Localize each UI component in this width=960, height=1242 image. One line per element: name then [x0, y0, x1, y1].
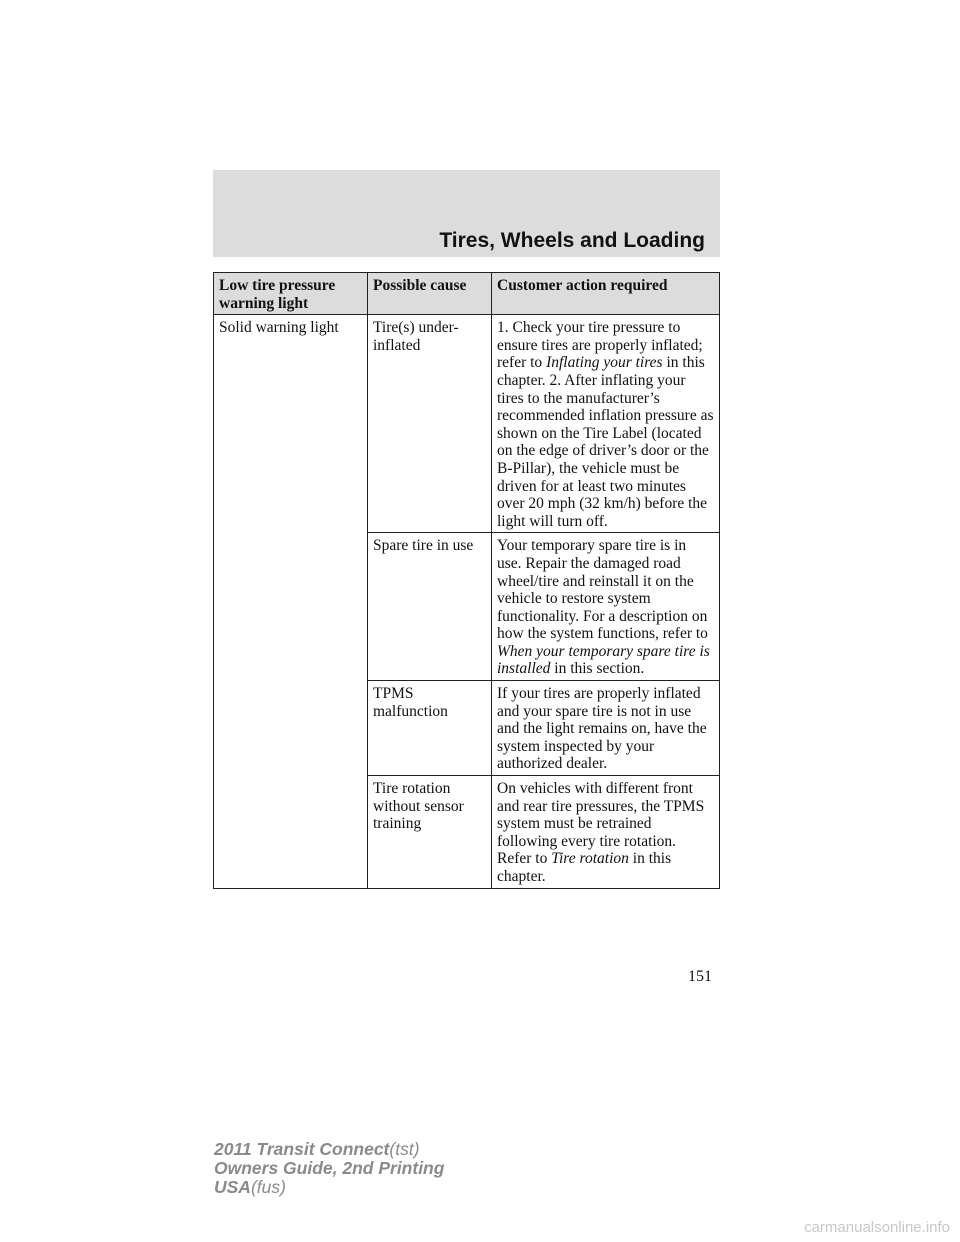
cause-cell: Tire(s) under-inflated	[368, 315, 492, 533]
footer-market: USA	[214, 1177, 251, 1197]
footer-model-code: (tst)	[389, 1139, 420, 1159]
action-cell	[492, 776, 720, 889]
tpms-warning-table	[213, 272, 720, 889]
footer-market-code: (fus)	[250, 1177, 286, 1197]
action-text: 1. Check your tire pressure to ensure tires are properly inflated; refer to	[497, 319, 703, 372]
watermark: carmanualsonline.info	[804, 1219, 950, 1236]
column-header-customer-action: Customer action required	[492, 273, 720, 315]
action-text: in this chapter.	[497, 354, 705, 389]
cross-reference-temporary-spare-tire: When your temporary spare tire is installed	[497, 642, 710, 678]
cross-reference-tire-rotation: Tire rotation	[551, 850, 629, 868]
action-text: 2. After inflating your tires to the manufacturer’s recommended inflation pressure as shown on the Tire Label (located on the edge of driver’s door or the B-Pillar), the vehicle must be driven for at least two minutes over 20 mph (32 km/h) before the light will turn off.	[497, 371, 714, 530]
cause-cell: Tire rotation without sensor training	[368, 776, 492, 889]
page-number: 151	[688, 968, 712, 985]
column-header-warning-light: Low tire pressure warning light	[214, 273, 368, 315]
action-cell: If your tires are properly inflated and your spare tire is not in use and the light remains on, have the system inspected by your authorized dealer.	[492, 681, 720, 776]
cause-cell: TPMS malfunction	[368, 681, 492, 776]
column-header-possible-cause: Possible cause	[368, 273, 492, 315]
action-cell	[492, 533, 720, 681]
cross-reference-inflating-your-tires: Inflating your tires	[546, 354, 663, 372]
section-title: Tires, Wheels and Loading	[439, 229, 705, 252]
footer-model: 2011 Transit Connect	[214, 1139, 390, 1159]
action-text: in this chapter.	[497, 850, 672, 885]
warning-light-cell: Solid warning light	[214, 315, 368, 888]
cause-cell: Spare tire in use	[368, 533, 492, 681]
table-header-row	[214, 273, 720, 315]
document-footer	[214, 1140, 444, 1197]
table-row	[214, 315, 720, 533]
section-header-band	[213, 170, 720, 257]
action-text: Your temporary spare tire is in use. Repair the damaged road wheel/tire and reinstall it on the vehicle to restore system functionality. For a description on how the system functions, refer to	[497, 537, 708, 643]
action-cell	[492, 315, 720, 533]
action-text: in this section.	[550, 660, 645, 678]
action-text: On vehicles with different front and rear tire pressures, the TPMS system must be retrained following every tire rotation. Refer to	[497, 780, 705, 868]
footer-guide-edition: Owners Guide, 2nd Printing	[214, 1158, 445, 1178]
